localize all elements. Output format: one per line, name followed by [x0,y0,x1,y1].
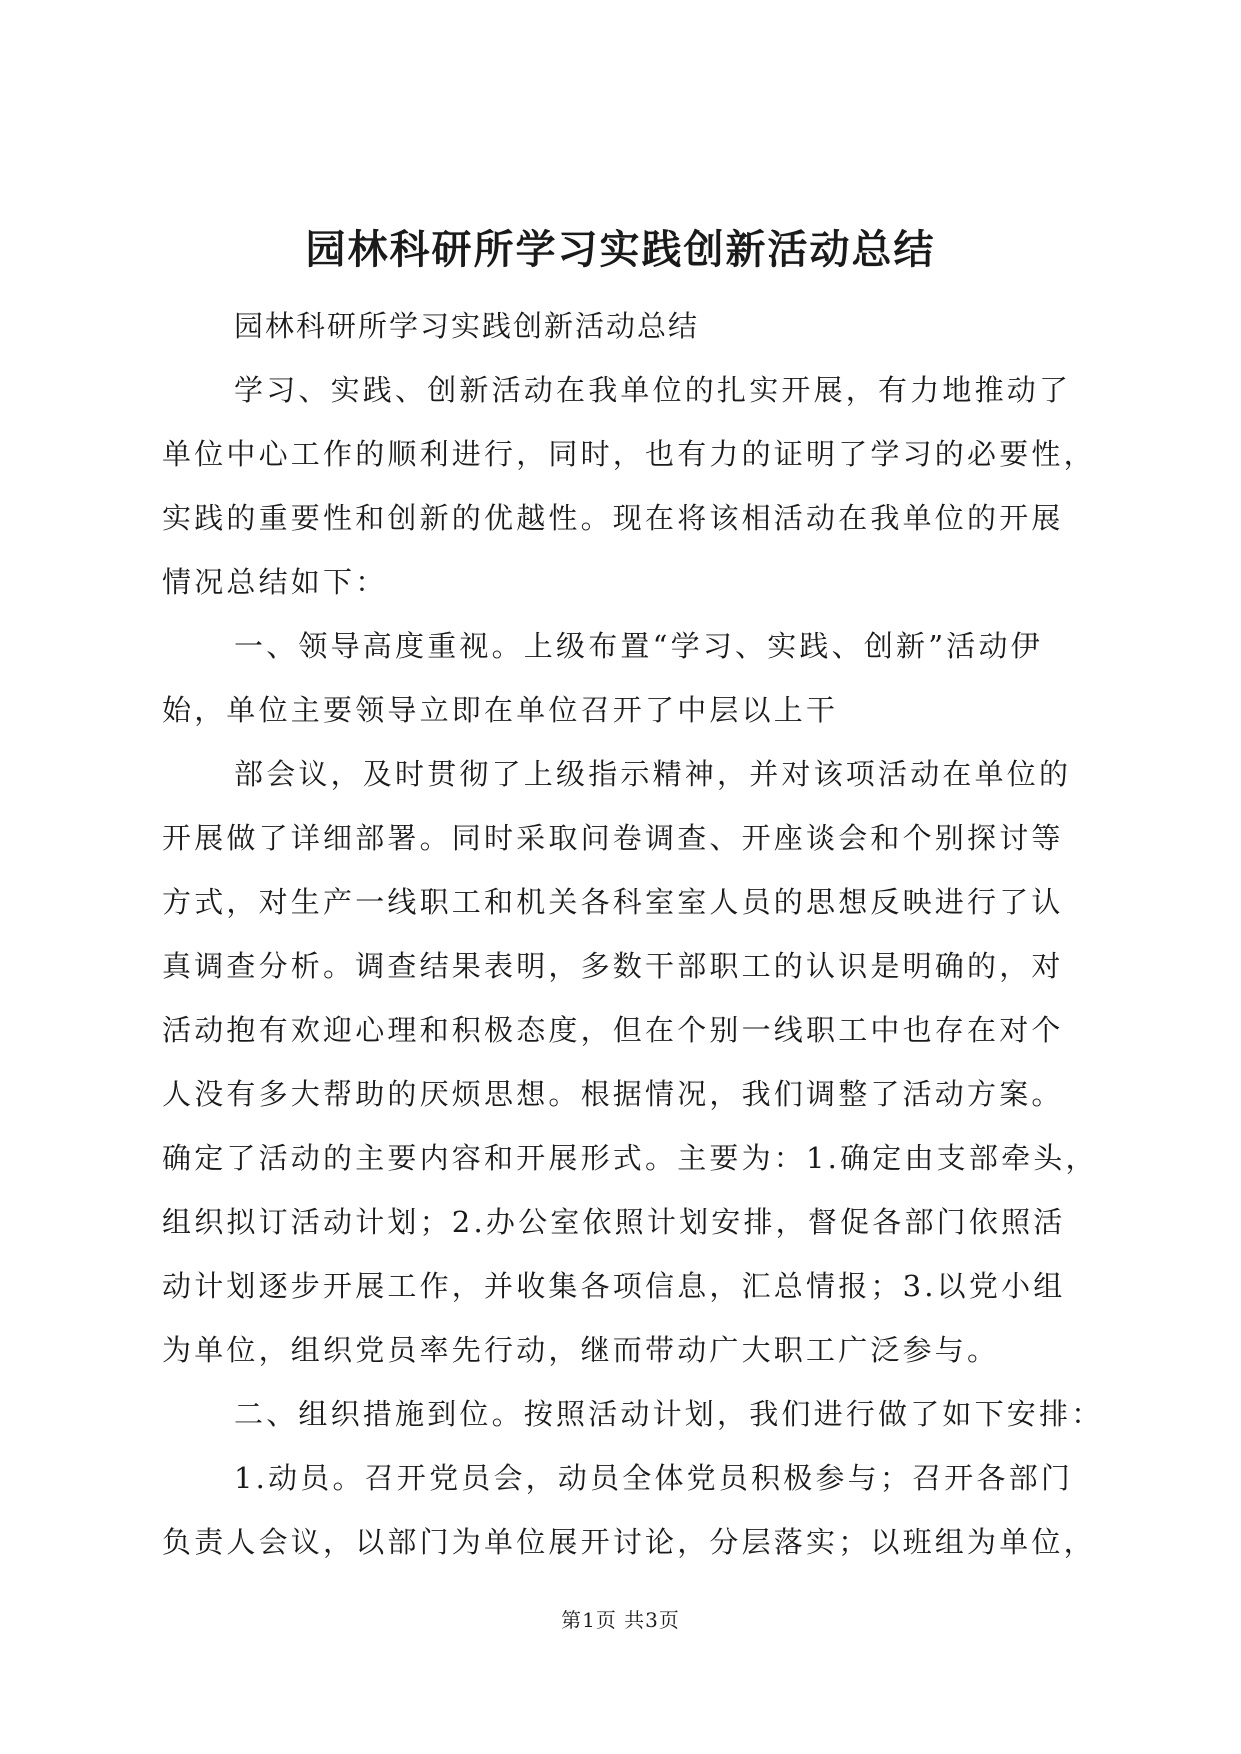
document-body [162,294,1104,1574]
paragraph-line: 为单位，组织党员率先行动，继而带动广大职工广泛参与。 [162,1333,1000,1367]
paragraph-line: 组织拟订活动计划；2.办公室依照计划安排，督促各部门依照活 [162,1205,1066,1239]
paragraph-line: 确定了活动的主要内容和开展形式。主要为：1.确定由支部牵头， [162,1141,1098,1175]
paragraph-line: 单位中心工作的顺利进行，同时，也有力的证明了学习的必要性， [162,437,1096,471]
paragraph-line: 活动抱有欢迎心理和积极态度，但在个别一线职工中也存在对个 [162,1013,1064,1047]
paragraph-line: 情况总结如下： [162,565,388,599]
paragraph-line: 1.动员。召开党员会，动员全体党员积极参与；召开各部门 [234,1461,1074,1495]
document-title: 园林科研所学习实践创新活动总结 [305,226,936,273]
paragraph-line: 始，单位主要领导立即在单位召开了中层以上干 [162,693,839,727]
paragraph-line: 部会议，及时贯彻了上级指示精神，并对该项活动在单位的 [234,757,1072,791]
body-subtitle: 园林科研所学习实践创新活动总结 [234,309,700,343]
paragraph-line: 二、组织措施到位。按照活动计划，我们进行做了如下安排： [234,1397,1104,1431]
paragraph-line: 实践的重要性和创新的优越性。现在将该相活动在我单位的开展 [162,501,1064,535]
paragraph-line: 学习、实践、创新活动在我单位的扎实开展，有力地推动了 [234,373,1072,407]
page-number-footer: 第1页 共3页 [561,1608,680,1632]
paragraph-line: 真调查分析。调查结果表明，多数干部职工的认识是明确的，对 [162,949,1064,983]
paragraph-line: 方式，对生产一线职工和机关各科室室人员的思想反映进行了认 [162,885,1064,919]
paragraph-line: 负责人会议，以部门为单位展开讨论，分层落实；以班组为单位， [162,1525,1096,1559]
paragraph-line: 开展做了详细部署。同时采取问卷调查、开座谈会和个别探讨等 [162,821,1064,855]
paragraph-line: 动计划逐步开展工作，并收集各项信息，汇总情报；3.以党小组 [162,1269,1066,1303]
paragraph-line: 人没有多大帮助的厌烦思想。根据情况，我们调整了活动方案。 [162,1077,1064,1111]
paragraph-line: 一、领导高度重视。上级布置“学习、实践、创新”活动伊 [234,629,1043,663]
